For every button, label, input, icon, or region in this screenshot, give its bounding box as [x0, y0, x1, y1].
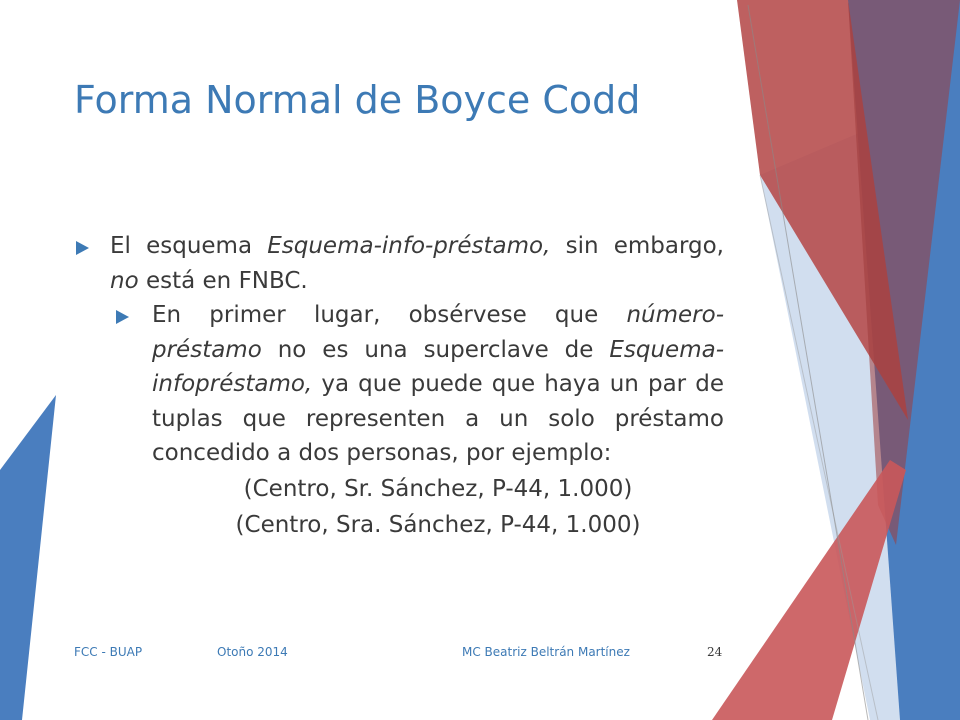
- sub-bullet-arrow-icon: [116, 310, 129, 324]
- bullet-arrow-icon: [76, 241, 89, 255]
- bullet1-italic-a: Esquema-info-préstamo,: [267, 233, 551, 259]
- bullet1-italic-b: no: [110, 267, 139, 294]
- example-tuple-1: (Centro, Sr. Sánchez, P-44, 1.000): [243, 475, 633, 502]
- footer-term: Otoño 2014: [217, 645, 288, 659]
- bullet1-text-c: está en FNBC.: [138, 267, 308, 294]
- slide-title: Forma Normal de Boyce Codd: [74, 78, 641, 122]
- slide-content: [74, 229, 724, 543]
- bullet2-text-c: ya que puede que haya un par de tuplas que representen a un solo préstamo concedido a dos personas, por ejemplo:: [152, 371, 724, 466]
- bullet1-text-b: sin embargo,: [550, 233, 724, 259]
- footer-institution: FCC - BUAP: [74, 645, 143, 659]
- left-blue-shape: [0, 395, 56, 720]
- bullet1-text-a: El esquema: [110, 233, 268, 259]
- bullet2-text-b: no es una superclave de: [261, 336, 610, 363]
- footer-author: MC Beatriz Beltrán Martínez: [462, 645, 630, 659]
- example-tuple-2: (Centro, Sra. Sánchez, P-44, 1.000): [235, 511, 641, 538]
- bullet-level1: [74, 229, 724, 298]
- bullet2-italic-b: Esquema-infopréstamo,: [152, 336, 724, 397]
- bullet-level2: [74, 298, 724, 471]
- bullet2-text-a: En primer lugar, obsérvese que: [152, 302, 627, 328]
- bullet2-italic-a: número-préstamo: [152, 302, 724, 363]
- footer-page-number: 24: [707, 645, 723, 659]
